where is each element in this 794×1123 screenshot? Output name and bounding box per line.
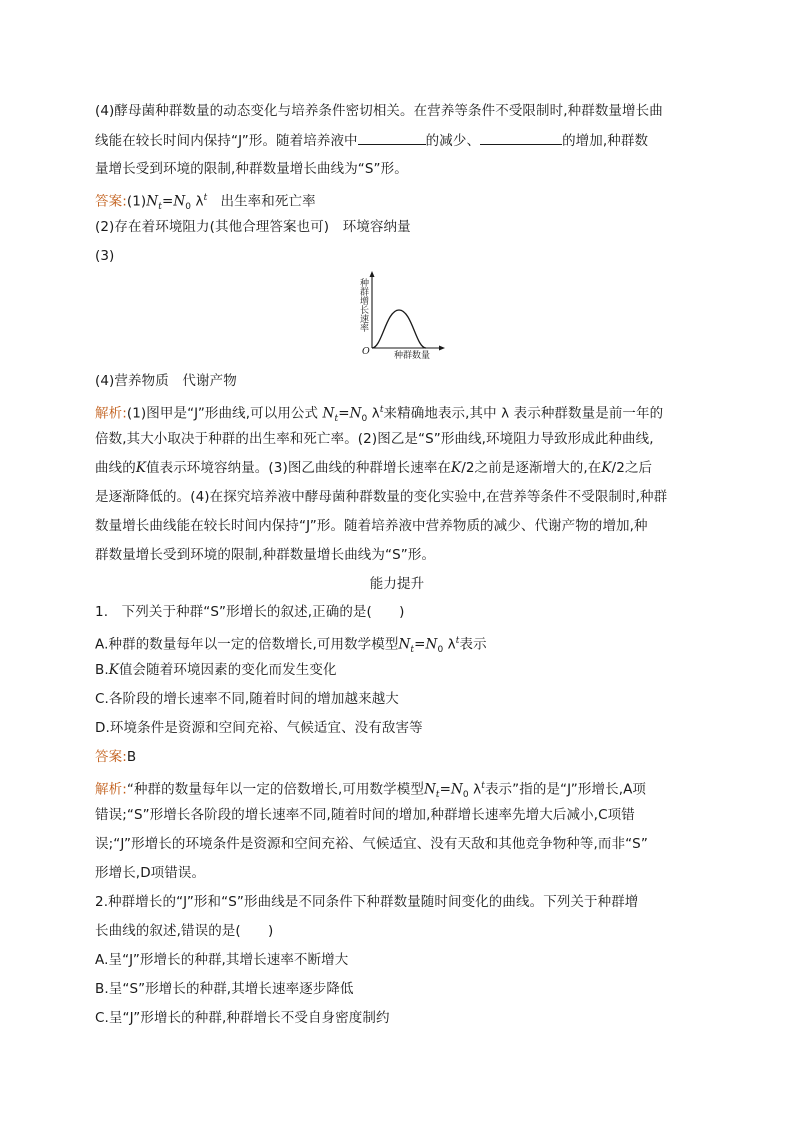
text: 出生率和死亡率 xyxy=(220,193,316,210)
text: 错误;“S”形增长各阶段的增长速率不同,随着时间的增加,种群增长速率先增大后减小,C项错 xyxy=(95,807,635,823)
k-symbol: K xyxy=(108,662,119,678)
analysis-line-6 xyxy=(95,545,435,565)
x-axis-arrow xyxy=(439,346,445,351)
text: 群数量增长受到环境的限制,种群数量增长曲线为“S”形。 xyxy=(95,547,436,563)
text: /2之前是逐渐增大的,在 xyxy=(461,460,602,476)
text: B. xyxy=(95,662,109,678)
question-1-answer xyxy=(95,747,136,767)
question-1-analysis-line-3 xyxy=(95,834,648,854)
question-4-line-2 xyxy=(95,130,648,151)
k-symbol: K xyxy=(135,460,146,476)
text: 误;“J”形增长的环境条件是资源和空间充裕、气候适宜、没有天敌和其他竞争物种等,而非“S” xyxy=(95,836,648,852)
answer-line-3 xyxy=(95,246,114,266)
text: C.各阶段的增长速率不同,随着时间的增加越来越大 xyxy=(95,691,399,707)
growth-rate-curve xyxy=(372,310,426,348)
text: (1)图甲是“J”形曲线,可以用公式 xyxy=(126,405,319,422)
analysis-line-2 xyxy=(95,429,654,449)
k-symbol: K xyxy=(451,460,462,476)
question-1-option-a[interactable] xyxy=(95,631,487,660)
analysis-line-3 xyxy=(95,458,652,478)
question-1-option-d[interactable] xyxy=(95,718,423,738)
question-2-stem-line-1 xyxy=(95,892,638,912)
question-2-option-a[interactable] xyxy=(95,950,348,970)
question-2-stem-line-2 xyxy=(95,921,273,941)
text: 来精确地表示,其中 xyxy=(383,405,497,422)
text: B.呈“S”形增长的种群,其增长速率逐步降低 xyxy=(95,981,354,997)
text: A.呈“J”形增长的种群,其增长速率不断增大 xyxy=(95,952,349,968)
formula-n: N xyxy=(146,193,159,210)
formula-sup: t xyxy=(455,636,460,646)
growth-rate-graph xyxy=(350,268,450,360)
formula-sup: t xyxy=(203,193,208,203)
formula-eq: =N xyxy=(338,405,362,422)
blank-2[interactable] xyxy=(480,130,562,145)
text: C.呈“J”形增长的种群,种群增长不受自身密度制约 xyxy=(95,1010,390,1026)
formula-lambda: λ xyxy=(468,781,482,798)
question-4-line-3 xyxy=(95,159,408,179)
formula-eq: =N xyxy=(414,636,438,653)
formula-sub0: 0 xyxy=(462,790,469,801)
lambda-symbol: λ xyxy=(496,405,514,422)
text: 量增长受到环境的限制,种群数量增长曲线为“S”形。 xyxy=(95,161,408,177)
text: D.环境条件是资源和空间充裕、气候适宜、没有敌害等 xyxy=(95,720,423,736)
text: “种群的数量每年以一定的倍数增长,可用数学模型 xyxy=(126,781,424,798)
formula-lambda: λ xyxy=(191,193,204,210)
text: (4)营养物质 代谢产物 xyxy=(95,373,237,389)
k-symbol: K xyxy=(601,460,612,476)
text: 表示”指的是“J”形增长,A项 xyxy=(484,781,647,798)
answer-line-1 xyxy=(95,188,316,217)
analysis-line-4 xyxy=(95,487,667,507)
text: 线能在较长时间内保持“J”形。随着培养液中 xyxy=(95,133,358,149)
text: 1. 下列关于种群“S”形增长的叙述,正确的是( ) xyxy=(95,604,405,620)
answer-line-4 xyxy=(95,371,237,391)
text: 倍数,其大小取决于种群的出生率和死亡率。(2)图乙是“S”形曲线,环境阻力导致形成此种曲线, xyxy=(95,431,654,447)
formula-sub: t xyxy=(334,414,339,425)
question-1-option-c[interactable] xyxy=(95,689,399,709)
question-1-analysis-line-4 xyxy=(95,863,205,883)
text: 值会随着环境因素的变化而发生变化 xyxy=(118,662,337,678)
text: 表示 xyxy=(459,636,487,653)
analysis-line-5 xyxy=(95,516,648,536)
formula-sub: t xyxy=(410,645,415,656)
text: (1) xyxy=(126,193,147,210)
formula-sub: t xyxy=(158,202,162,213)
section-title xyxy=(0,574,794,594)
formula-sup: t xyxy=(481,781,485,791)
question-1-analysis-line-2 xyxy=(95,805,635,825)
text: 2.种群增长的“J”形和“S”形曲线是不同条件下种群数量随时间变化的曲线。下列关于种群增 xyxy=(95,894,639,910)
formula-sub0: 0 xyxy=(185,202,192,213)
question-1-analysis-line-1 xyxy=(95,776,646,805)
analysis-label: 解析: xyxy=(95,405,127,422)
origin-label: O xyxy=(362,346,370,357)
text: 曲线的 xyxy=(95,460,136,476)
text: 长曲线的叙述,错误的是( ) xyxy=(95,923,274,939)
question-2-option-c[interactable] xyxy=(95,1008,390,1028)
text: 是逐渐降低的。(4)在探究培养液中酵母菌种群数量的变化实验中,在营养等条件不受限制时,种群 xyxy=(95,489,668,505)
formula-sup: t xyxy=(379,405,384,415)
formula-lambda: λ xyxy=(443,636,456,653)
answer-value: B xyxy=(126,749,137,765)
text: 值表示环境容纳量。(3)图乙曲线的种群增长速率在 xyxy=(146,460,452,476)
answer-label: 答案: xyxy=(95,749,127,765)
text: /2之后 xyxy=(611,460,653,476)
question-1-stem xyxy=(95,602,404,622)
formula-n: N xyxy=(322,405,335,422)
text: 能力提升 xyxy=(369,576,425,592)
formula-sub0: 0 xyxy=(437,645,444,656)
text: 数量增长曲线能在较长时间内保持“J”形。随着培养液中营养物质的减少、代谢产物的增加,种 xyxy=(95,518,648,534)
text: (4)酵母菌种群数量的动态变化与培养条件密切相关。在营养等条件不受限制时,种群数量增长曲 xyxy=(95,103,663,119)
text: (3) xyxy=(95,248,115,264)
answer-line-2 xyxy=(95,217,411,237)
question-1-option-b[interactable] xyxy=(95,660,337,680)
text: A.种群的数量每年以一定的倍数增长,可用数学模型 xyxy=(95,636,399,653)
text: 的增加,种群数 xyxy=(562,133,649,149)
y-axis-arrow xyxy=(370,271,375,277)
x-axis-label: 种群数量 xyxy=(394,351,431,360)
text: 的减少、 xyxy=(425,133,481,149)
formula-n: N xyxy=(398,636,411,653)
formula-eq: =N xyxy=(439,781,463,798)
formula-lambda: λ xyxy=(367,405,380,422)
y-axis-label: 种群增长速率 xyxy=(358,278,368,332)
text: 表示种群数量是前一年的 xyxy=(513,405,664,422)
question-2-option-b[interactable] xyxy=(95,979,354,999)
answer-label: 答案: xyxy=(95,193,127,210)
analysis-line-1 xyxy=(95,400,663,429)
formula-eq: =N xyxy=(161,193,186,210)
text: (2)存在着环境阻力(其他合理答案也可) 环境容纳量 xyxy=(95,219,411,235)
formula-sub: t xyxy=(435,790,440,801)
analysis-label: 解析: xyxy=(95,781,127,798)
question-4-line-1 xyxy=(95,101,663,121)
text: 形增长,D项错误。 xyxy=(95,865,206,881)
blank-1[interactable] xyxy=(358,130,426,145)
formula-n: N xyxy=(423,781,436,798)
formula-sub0: 0 xyxy=(361,414,368,425)
